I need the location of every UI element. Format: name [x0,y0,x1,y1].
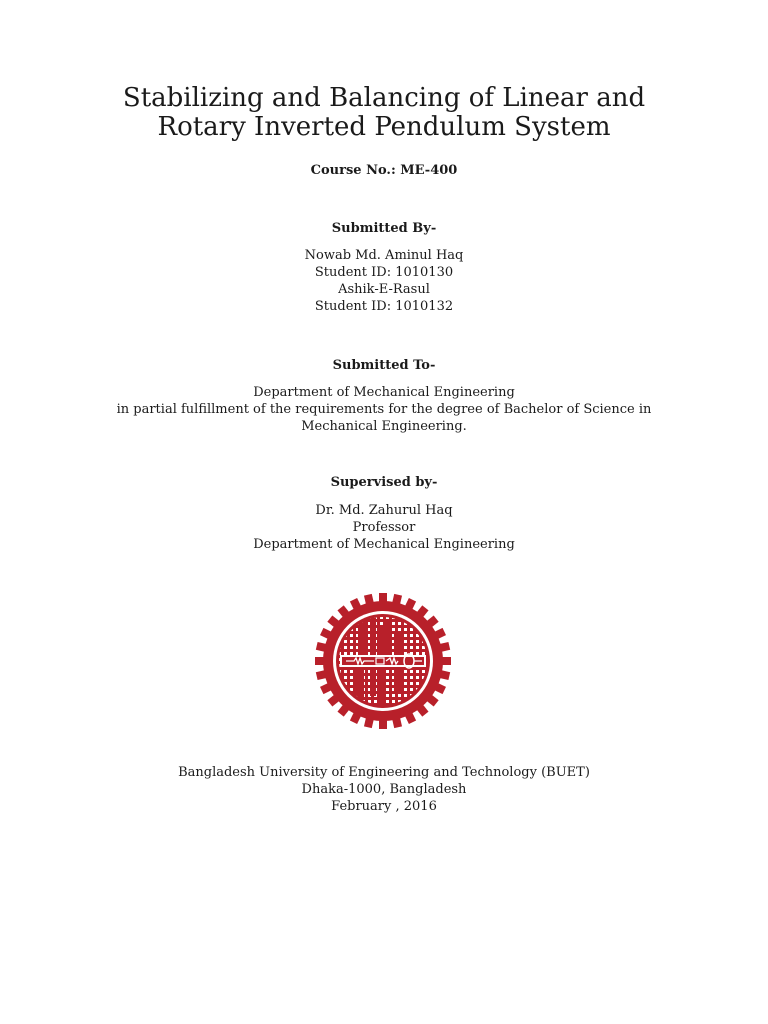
supervisor-name: Dr. Md. Zahurul Haq [315,503,453,518]
student-name-1: Nowab Md. Aminul Haq [304,248,464,263]
submitted-to-section [0,384,768,435]
title-line-1: Stabilizing and Balancing of Linear and [122,83,646,113]
supervised-by-heading: Supervised by- [330,475,438,490]
fulfillment-line: in partial fulfillment of the requirements for the degree of Bachelor of Science in [116,402,652,417]
institution-footer [0,764,768,815]
department-line: Department of Mechanical Engineering [253,385,515,400]
submission-date: February , 2016 [331,799,437,814]
supervisor-title: Professor [352,520,416,535]
course-number: Course No.: ME-400 [310,163,458,178]
submitted-by-heading: Submitted By- [331,221,437,236]
title-line-2: Rotary Inverted Pendulum System [157,112,611,142]
document-title [0,84,768,142]
student-id-1: Student ID: 1010130 [314,265,454,280]
university-address: Dhaka-1000, Bangladesh [301,782,467,797]
supervised-by-section [0,502,768,553]
supervisor-department: Department of Mechanical Engineering [253,537,515,552]
degree-line: Mechanical Engineering. [301,419,467,434]
university-name: Bangladesh University of Engineering and Technology (BUET) [178,765,590,780]
submitted-by-section [0,247,768,315]
student-id-2: Student ID: 1010132 [314,299,454,314]
student-name-2: Ashik-E-Rasul [338,282,430,297]
submitted-to-heading: Submitted To- [332,358,436,373]
buet-gear-emblem-icon [314,592,452,730]
